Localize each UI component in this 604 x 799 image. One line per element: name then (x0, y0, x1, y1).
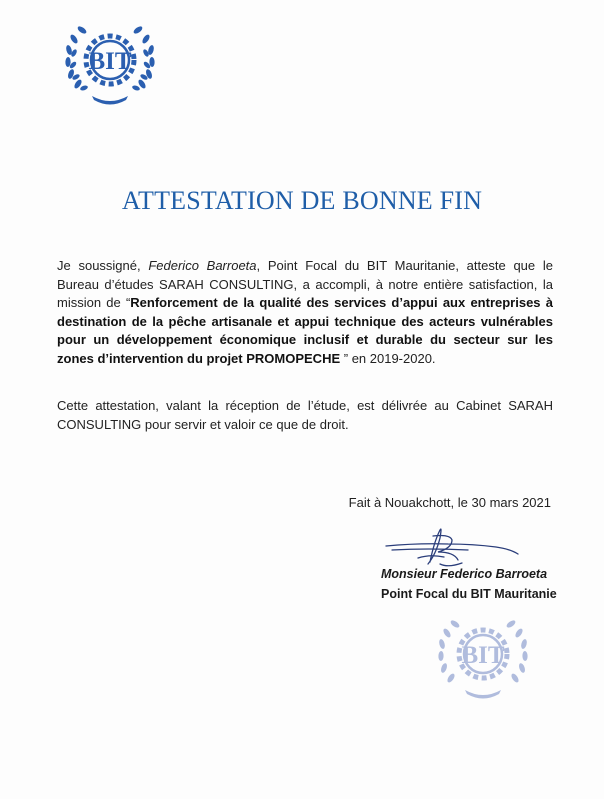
bit-logo (58, 14, 162, 106)
signatory-name-italic: Federico Barroeta (148, 258, 257, 273)
signer-name: Monsieur Federico Barroeta (381, 567, 548, 581)
para1-outro: ” en 2019-2020. (340, 350, 436, 366)
para1-intro-cont: , Point Focal du BIT Mauritanie, atteste que le Bureau d’études SARAH CONSULTING, a accompli, à notre entière satisfaction, la mission de “ (57, 258, 553, 311)
mission-title: Renforcement de la qualité des services d’appui aux entreprises à destination de la pêche artisanale et appui technique des acteurs vulnérables pour un développement économique inclusif et durable du secteur sur les zones d’intervention du projet PROMOPECHE (57, 295, 553, 366)
attestation-paragraph (57, 257, 553, 369)
place-date: Fait à Nouakchott, le 30 mars 2021 (348, 495, 551, 510)
bit-logo-text: BIT (88, 48, 132, 75)
delivery-paragraph: Cette attestation, valant la réception de l’étude, est délivrée au Cabinet SARAH CONSULTING pour servir et valoir ce que de droit. (57, 398, 553, 432)
page-title: ATTESTATION DE BONNE FIN (121, 186, 483, 215)
official-stamp (430, 608, 536, 700)
stamp-text: BIT (461, 642, 505, 669)
signer-title: Point Focal du BIT Mauritanie (381, 587, 557, 601)
para1-intro: Je soussigné, (57, 258, 149, 273)
